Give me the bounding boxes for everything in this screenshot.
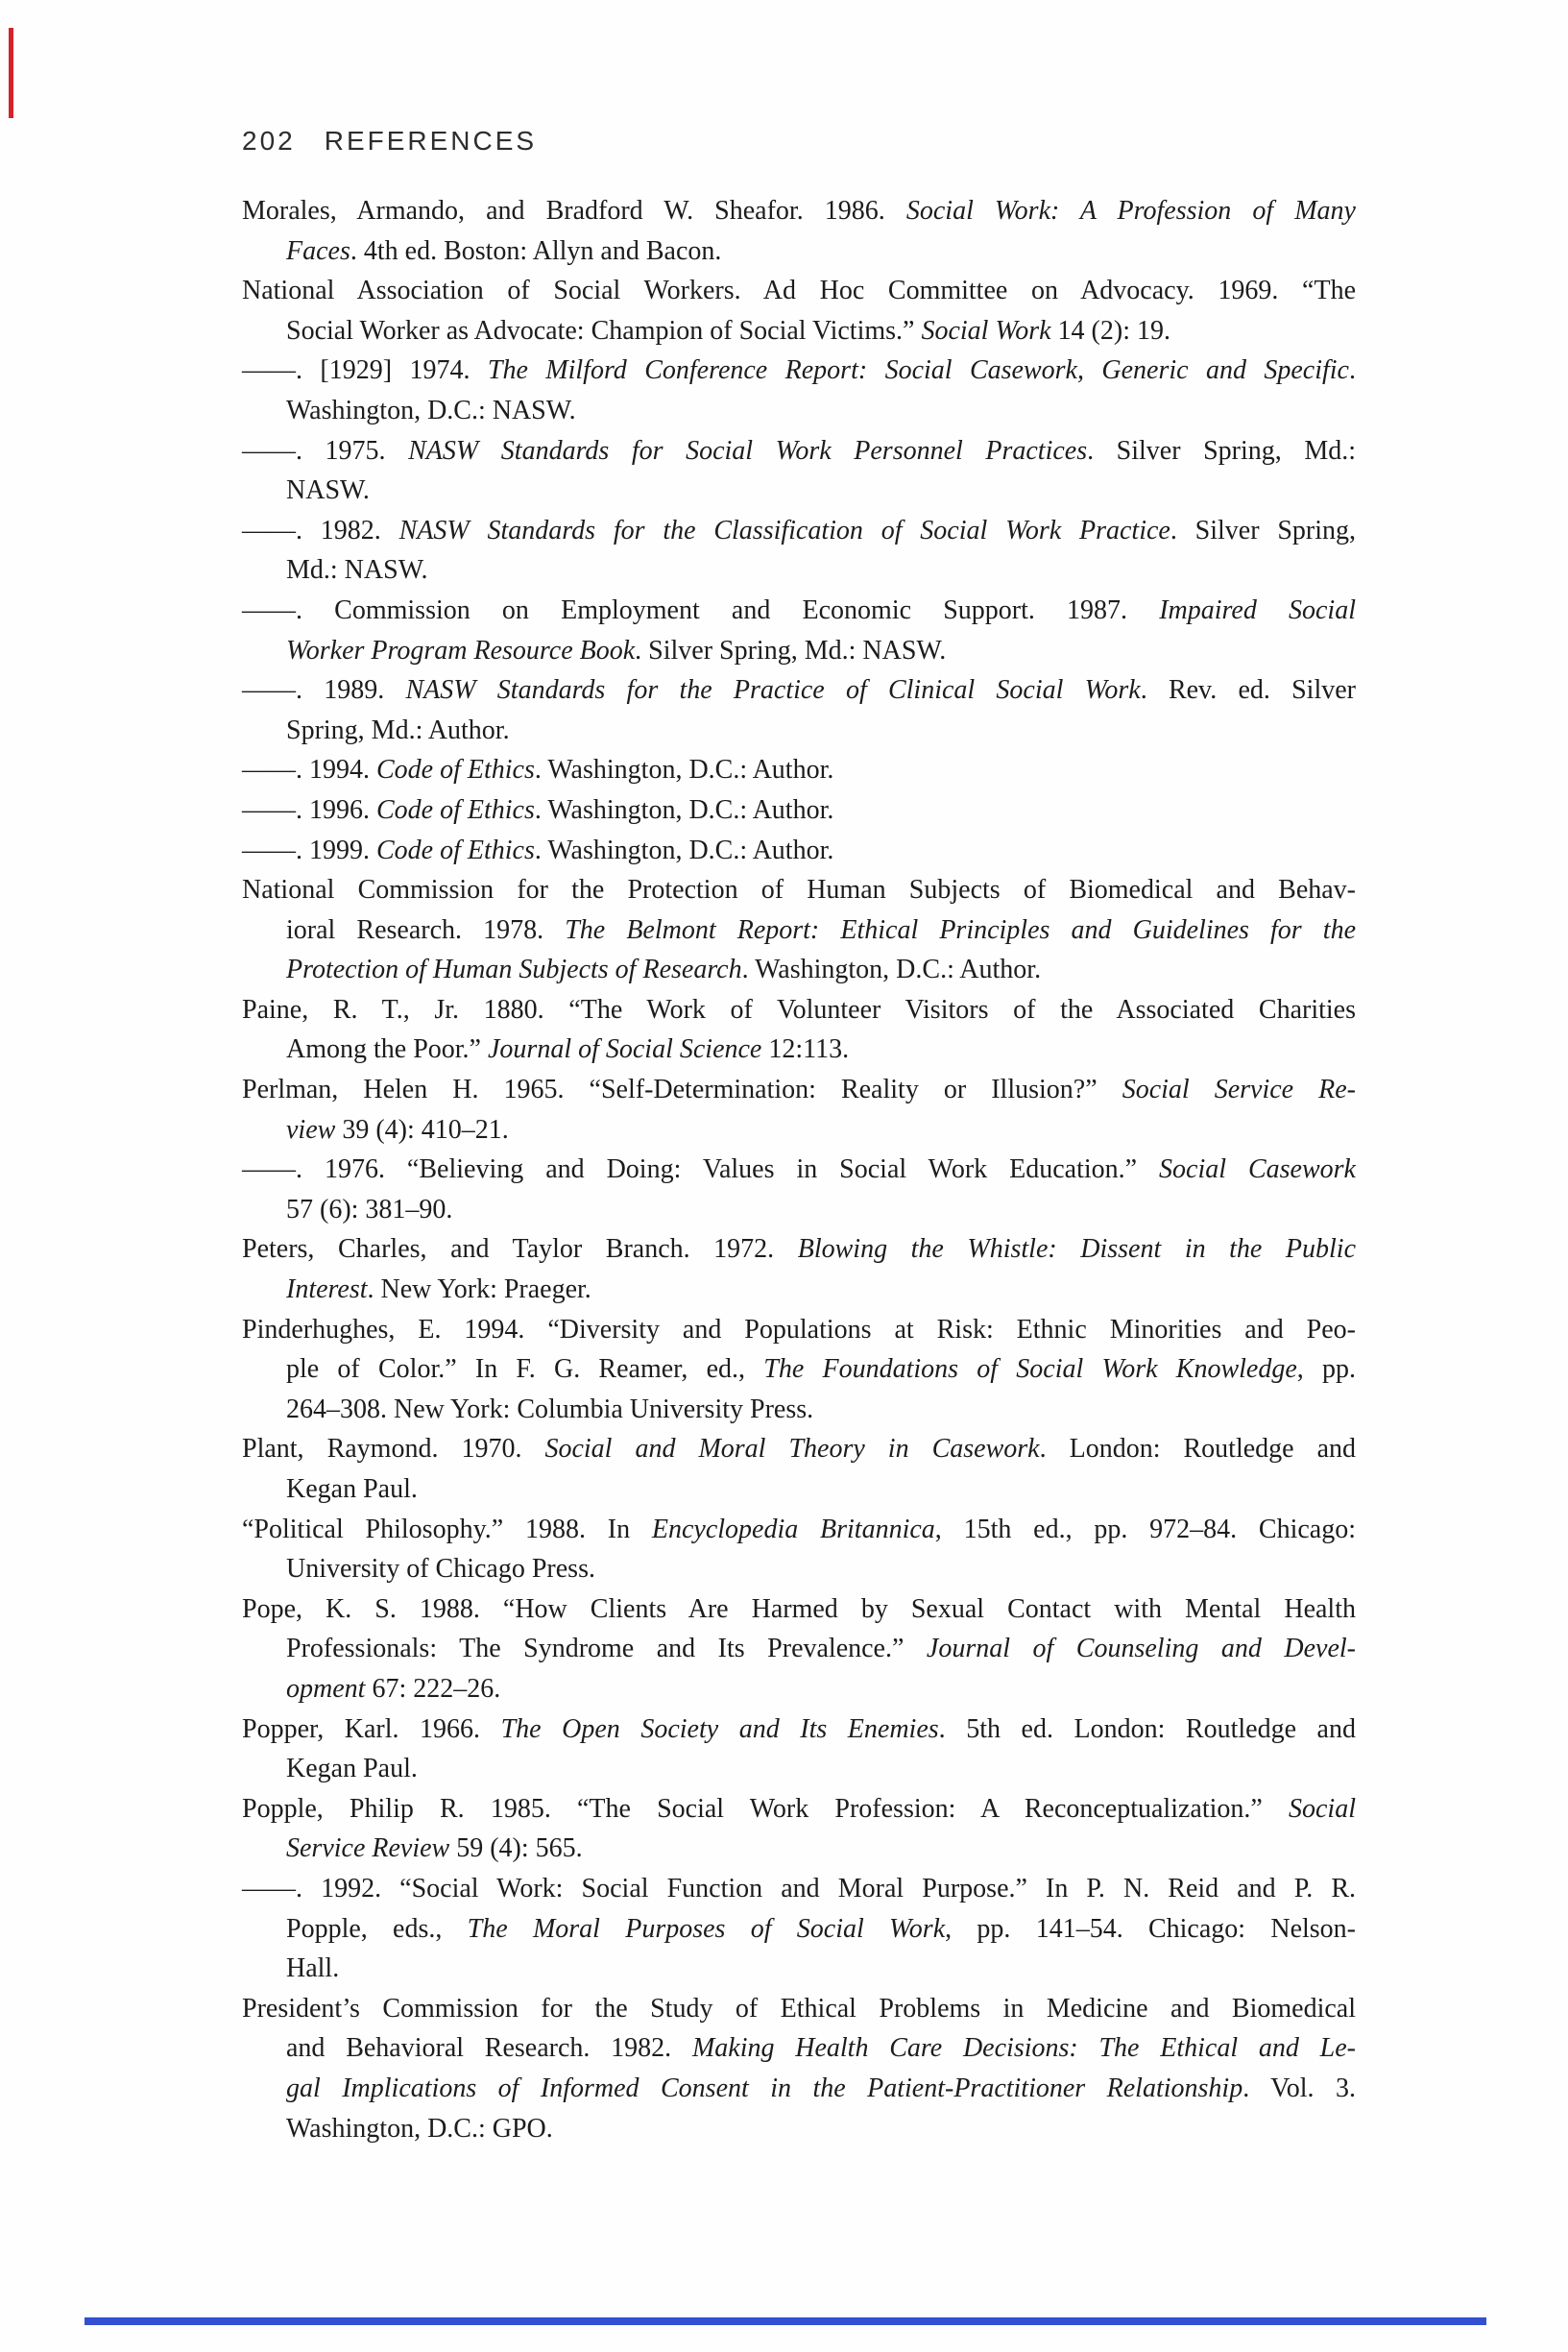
reference-title-segment: Journal of Counseling and Devel- [926,1634,1356,1664]
reference-line [242,351,1356,391]
reference-line [242,1510,1356,1550]
reference-line [242,1829,1356,1869]
reference-line [242,1469,1356,1510]
reference-line [242,1349,1356,1390]
reference-line [242,231,1356,272]
reference-title-segment: Social Casework [1159,1154,1356,1185]
reference-title-segment: Code of Ethics [376,835,535,865]
reference-line [242,191,1356,231]
reference-entry [242,831,1356,871]
reference-text-segment: . Washington, D.C.: Author. [534,794,834,825]
reference-entry [242,1310,1356,1430]
reference-entry [242,670,1356,750]
reference-text-segment: . Silver Spring, Md.: NASW. [635,635,947,666]
reference-text-segment: National Commission for the Protection of Human Subjects of Biomedical and Behav- [242,875,1356,906]
reference-line [242,750,1356,790]
reference-entry [242,1510,1356,1589]
reference-text-segment: NASW. [286,475,370,506]
reference-text-segment: ——. 1996. [242,794,376,825]
reference-line [242,1229,1356,1270]
reference-line [242,790,1356,831]
reference-line [242,1709,1356,1750]
reference-text-segment: and Behavioral Research. 1982. [286,2033,692,2064]
reference-line [242,1629,1356,1669]
reference-line [242,1390,1356,1430]
reference-title-segment: Blowing the Whistle: Dissent in the Public [797,1234,1357,1265]
reference-line [242,550,1356,591]
reference-text-segment: . Washington, D.C.: Author. [534,755,834,786]
reference-entry [242,1589,1356,1709]
reference-line [242,631,1356,671]
reference-entry [242,750,1356,790]
reference-text-segment: Morales, Armando, and Bradford W. Sheafor. 1986. [242,196,906,226]
reference-text-segment: ——. 1975. [242,435,409,466]
reference-line [242,591,1356,631]
references-list [242,191,1356,2148]
reference-text-segment: President’s Commission for the Study of Ethical Problems in Medicine and Biomedical [242,1993,1356,2024]
reference-text-segment: . [1349,355,1356,386]
reference-line [242,2069,1356,2109]
reference-line [242,1949,1356,1989]
reference-line [242,1150,1356,1190]
reference-line [242,1030,1356,1070]
reference-line [242,391,1356,431]
reference-text-segment: Social Worker as Advocate: Champion of Social Victims.” [286,315,922,346]
reference-text-segment: 57 (6): 381–90. [286,1194,453,1224]
page-number: 202 [242,126,296,156]
reference-text-segment: ——. 1992. “Social Work: Social Function and Moral Purpose.” In P. N. Reid and P. R. [242,1873,1356,1903]
reference-entry [242,431,1356,511]
reference-title-segment: gal Implications of Informed Consent in the Patient-Practitioner Relationship [286,2073,1243,2103]
reference-text-segment: National Association of Social Workers. Ad Hoc Committee on Advocacy. 1969. “The [242,276,1356,306]
reference-text-segment: University of Chicago Press. [286,1554,595,1585]
reference-title-segment: Code of Ethics [376,755,535,786]
reference-title-segment: Social and Moral Theory in Casework [544,1434,1040,1465]
reference-title-segment: Service Review [286,1833,450,1864]
reference-line [242,271,1356,311]
reference-line [242,1789,1356,1830]
reference-text-segment: . Silver Spring, [1170,515,1356,546]
reference-text-segment: Popper, Karl. 1966. [242,1713,501,1744]
reference-title-segment: The Foundations of Social Work Knowledge [763,1354,1297,1385]
reference-text-segment: . Silver Spring, Md.: [1087,435,1357,466]
reference-entry [242,790,1356,831]
reference-line [242,1190,1356,1230]
reference-line [242,1270,1356,1310]
reference-line [242,870,1356,910]
reference-entry [242,870,1356,990]
reference-text-segment: . 4th ed. Boston: Allyn and Bacon. [350,235,722,266]
reference-entry [242,271,1356,351]
reference-text-segment: Kegan Paul. [286,1754,418,1784]
reference-text-segment: . London: Routledge and [1039,1434,1357,1465]
page-header [242,128,537,155]
reference-text-segment: Popple, Philip R. 1985. “The Social Work Profession: A Reconceptualization.” [242,1793,1289,1824]
reference-title-segment: Making Health Care Decisions: The Ethical and Le- [691,2033,1356,2064]
reference-text-segment: . Rev. ed. Silver [1140,675,1356,706]
reference-text-segment: Pinderhughes, E. 1994. “Diversity and Populations at Risk: Ethnic Minorities and Peo- [242,1314,1356,1345]
reference-text-segment: Plant, Raymond. 1970. [242,1434,545,1465]
reference-text-segment: 67: 222–26. [365,1673,501,1704]
reference-text-segment: 12:113. [761,1034,850,1065]
bottom-blue-line [84,2317,1486,2325]
reference-text-segment: ple of Color.” In F. G. Reamer, ed., [286,1354,764,1385]
reference-title-segment: Faces [286,235,350,266]
reference-text-segment: Peters, Charles, and Taylor Branch. 1972. [242,1234,798,1265]
reference-text-segment: . New York: Praeger. [367,1274,591,1305]
reference-entry [242,1150,1356,1229]
reference-line [242,311,1356,352]
reference-line [242,1869,1356,1909]
reference-title-segment: Social Work: A Profession of Many [905,196,1356,226]
reference-text-segment: ——. 1982. [242,515,399,546]
reference-line [242,1429,1356,1469]
reference-line [242,990,1356,1031]
reference-title-segment: NASW Standards for Social Work Personnel Practices [408,435,1088,466]
reference-text-segment: ioral Research. 1978. [286,914,566,945]
reference-title-segment: Worker Program Resource Book [286,635,636,666]
reference-text-segment: ——. 1976. “Believing and Doing: Values in Social Work Education.” [242,1154,1160,1185]
reference-text-segment: 39 (4): 410–21. [335,1114,509,1145]
reference-entry [242,1789,1356,1869]
reference-text-segment: Spring, Md.: Author. [286,715,510,745]
reference-line [242,1589,1356,1630]
reference-entry [242,591,1356,670]
reference-title-segment: opment [286,1673,366,1704]
reference-title-segment: view [286,1114,336,1145]
reference-title-segment: The Milford Conference Report: Social Casework, Generic and Specific [487,355,1349,386]
reference-entry [242,1869,1356,1989]
reference-title-segment: Interest [286,1274,368,1305]
reference-entry [242,1989,1356,2148]
reference-line [242,2028,1356,2069]
reference-title-segment: Social Work [921,315,1051,346]
reference-line [242,950,1356,990]
reference-entry [242,1070,1356,1150]
reference-entry [242,191,1356,271]
reference-title-segment: NASW Standards for the Classification of Social Work Practice [398,515,1170,546]
reference-text-segment: , pp. 141–54. Chicago: Nelson- [945,1913,1356,1944]
reference-entry [242,511,1356,591]
reference-text-segment: Perlman, Helen H. 1965. “Self-Determination: Reality or Illusion?” [242,1075,1122,1105]
reference-line [242,431,1356,472]
reference-text-segment: Washington, D.C.: GPO. [286,2113,553,2144]
reference-text-segment: . Washington, D.C.: Author. [741,955,1042,985]
reference-text-segment: Popple, eds., [286,1913,468,1944]
reference-title-segment: Journal of Social Science [488,1034,762,1065]
reference-title-segment: Encyclopedia Britannica [651,1514,935,1544]
reference-title-segment: The Belmont Report: Ethical Principles and Guidelines for the [565,914,1356,945]
reference-title-segment: NASW Standards for the Practice of Clinical Social Work [405,675,1141,706]
reference-line [242,1070,1356,1110]
reference-line [242,1310,1356,1350]
reference-text-segment: , 15th ed., pp. 972–84. Chicago: [934,1514,1357,1544]
reference-text-segment: ——. Commission on Employment and Economic Support. 1987. [242,594,1160,625]
reference-text-segment: , pp. [1296,1354,1357,1385]
reference-line [242,471,1356,511]
reference-line [242,1549,1356,1589]
reference-line [242,1110,1356,1151]
reference-text-segment: Md.: NASW. [286,555,428,586]
reference-line [242,2109,1356,2149]
reference-text-segment: Washington, D.C.: NASW. [286,395,576,425]
reference-text-segment: Kegan Paul. [286,1474,418,1504]
reference-title-segment: Impaired Social [1159,594,1356,625]
running-head-title: REFERENCES [324,126,538,156]
reference-text-segment: ——. 1999. [242,835,376,865]
reference-line [242,831,1356,871]
reference-text-segment: ——. [1929] 1974. [242,355,488,386]
reference-text-segment: Paine, R. T., Jr. 1880. “The Work of Volunteer Visitors of the Associated Charities [242,994,1356,1025]
reference-title-segment: Social Service Re- [1122,1075,1356,1105]
reference-text-segment: . Washington, D.C.: Author. [534,835,834,865]
reference-text-segment: ——. 1994. [242,755,376,786]
reference-line [242,1669,1356,1709]
reference-line [242,511,1356,551]
reference-text-segment: 264–308. New York: Columbia University Press. [286,1394,814,1424]
reference-text-segment: Among the Poor.” [286,1034,488,1065]
reference-entry [242,1229,1356,1309]
reference-title-segment: Code of Ethics [376,794,535,825]
reference-line [242,1909,1356,1950]
reference-title-segment: Protection of Human Subjects of Research [286,955,742,985]
reference-line [242,1749,1356,1789]
reference-title-segment: Social [1289,1793,1356,1824]
reference-entry [242,351,1356,430]
reference-text-segment: Professionals: The Syndrome and Its Prevalence.” [286,1634,927,1664]
reference-entry [242,1429,1356,1509]
reference-line [242,1989,1356,2029]
reference-text-segment: . Vol. 3. [1242,2073,1356,2103]
reference-entry [242,1709,1356,1789]
reference-title-segment: The Open Society and Its Enemies [500,1713,939,1744]
reference-text-segment: 59 (4): 565. [449,1833,583,1864]
reference-text-segment: Pope, K. S. 1988. “How Clients Are Harmed by Sexual Contact with Mental Health [242,1593,1356,1624]
red-edge-mark [9,28,13,118]
reference-text-segment: “Political Philosophy.” 1988. In [242,1514,652,1544]
reference-line [242,711,1356,751]
reference-text-segment: ——. 1989. [242,675,406,706]
reference-entry [242,990,1356,1070]
reference-title-segment: The Moral Purposes of Social Work [467,1913,946,1944]
reference-text-segment: . 5th ed. London: Routledge and [938,1713,1356,1744]
reference-line [242,670,1356,711]
reference-line [242,910,1356,951]
reference-text-segment: 14 (2): 19. [1050,315,1170,346]
reference-text-segment: Hall. [286,1953,340,1984]
